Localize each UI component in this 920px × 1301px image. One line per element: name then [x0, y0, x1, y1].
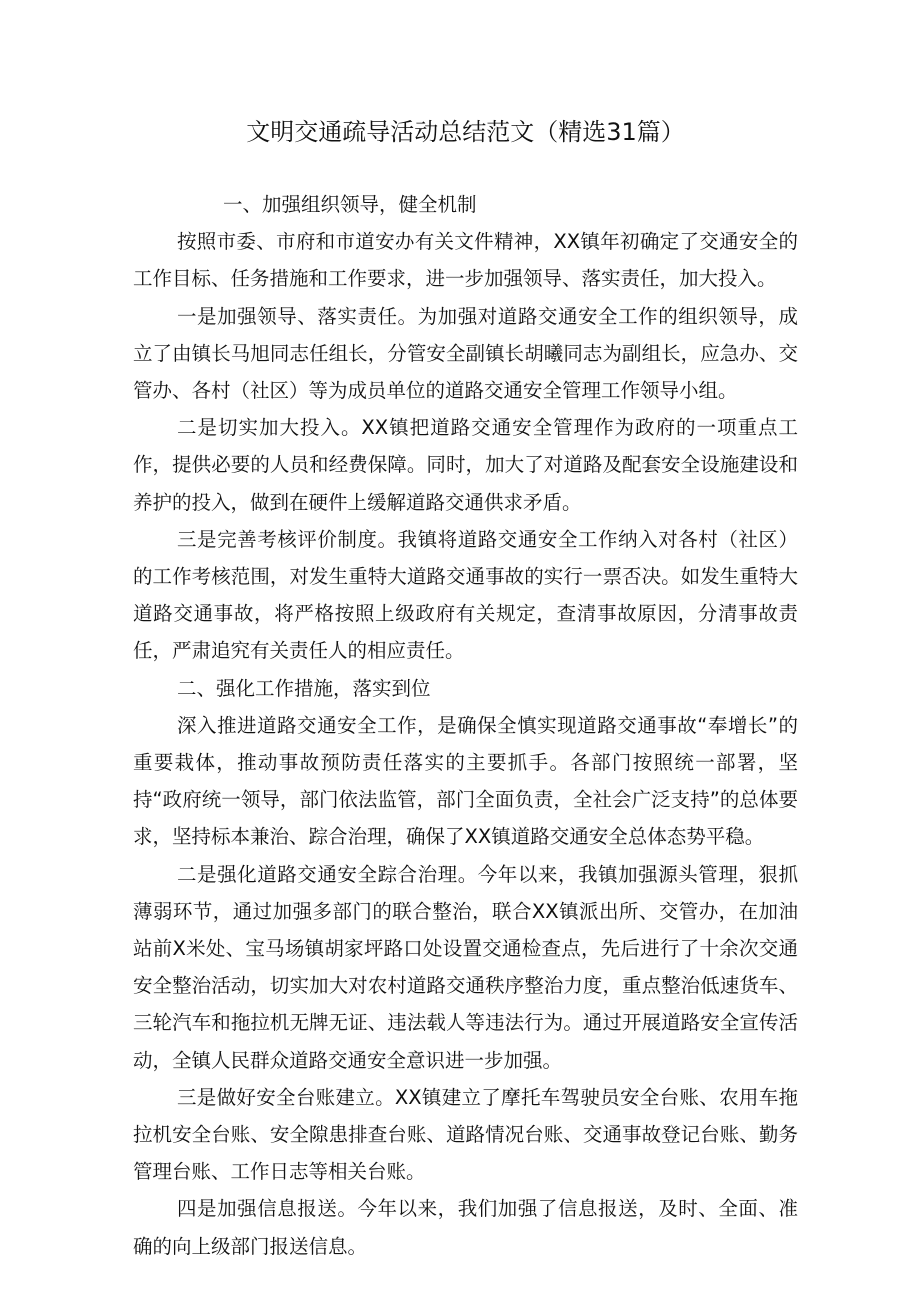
body-paragraph: 三是做好安全台账建立。XX镇建立了摩托车驾驶员安全台账、农用车拖拉机安全台账、安全隙患排查台账、道路情况台账、交通事故登记台账、勤务管理台账、工作日志等相关台账。: [133, 1085, 798, 1184]
body-paragraph: 按照市委、市府和市道安办有关文件精神，XX镇年初确定了交通安全的工作目标、任务措施和工作要求，进一步加强领导、落实责任，加大投入。: [133, 230, 798, 291]
body-paragraph: 深入推进道路交通安全工作，是确保全慎实现道路交通事故“奉增长”的重要栽体，推动事故预防责任落实的主要抓手。各部门按照统一部署，坚持“政府统一领导，部门依法监管，部门全面负责，全社会广泛支持”的总体要求，坚持标本兼治、踪合治理，确保了XX镇道路交通安全总体态势平稳。: [133, 713, 798, 849]
section-heading-1: 一、加强组织领导，健全机制: [223, 193, 477, 216]
section-heading-2: 二、强化工作措施，落实到位: [177, 676, 431, 700]
body-paragraph: 三是完善考核评价制度。我镇将道路交通安全工作纳入对各村（社区）的工作考核范围，对发生重特大道路交通事故的实行一票否决。如发生重特大道路交通事故，将严格按照上级政府有关规定，查清事故原因，分清事故责任，严肃追究有关责任人的相应责任。: [133, 527, 798, 663]
document-title: 文明交通疏导活动总结范文（精选31篇）: [246, 118, 685, 146]
body-paragraph: 二是强化道路交通安全踪合治理。今年以来，我镇加强源头管理，狠抓薄弱环节，通过加强多部门的联合整治，联合XX镇派出所、交管办，在加油站前X米处、宝马场镇胡家坪路口处设置交通检查点，先后进行了十余次交通安全整治活动，切实加大对农村道路交通秩序整治力度，重点整治低速货车、三轮汽车和拖拉机无牌无证、违法载人等违法行为。通过开展道路安全宣传活动，全镇人民群众道路交通安全意识进一步加强。: [133, 862, 798, 1072]
body-paragraph: 二是切实加大投入。XX镇把道路交通安全管理作为政府的一项重点工作，提供必要的人员和经费保障。同时，加大了对道路及配套安全设施建设和养护的投入，做到在硬件上缓解道路交通供求矛盾。: [133, 416, 798, 514]
body-paragraph: 一是加强领导、落实责任。为加强对道路交通安全工作的组织领导，成立了由镇长马旭同志任组长，分管安全副镇长胡曦同志为副组长，应急办、交管办、各村（社区）等为成员单位的道路交通安全管理工作领导小组。: [133, 304, 798, 403]
body-paragraph: 四是加强信息报送。今年以来，我们加强了信息报送，及时、全面、准确的向上级部门报送信息。: [133, 1197, 798, 1258]
